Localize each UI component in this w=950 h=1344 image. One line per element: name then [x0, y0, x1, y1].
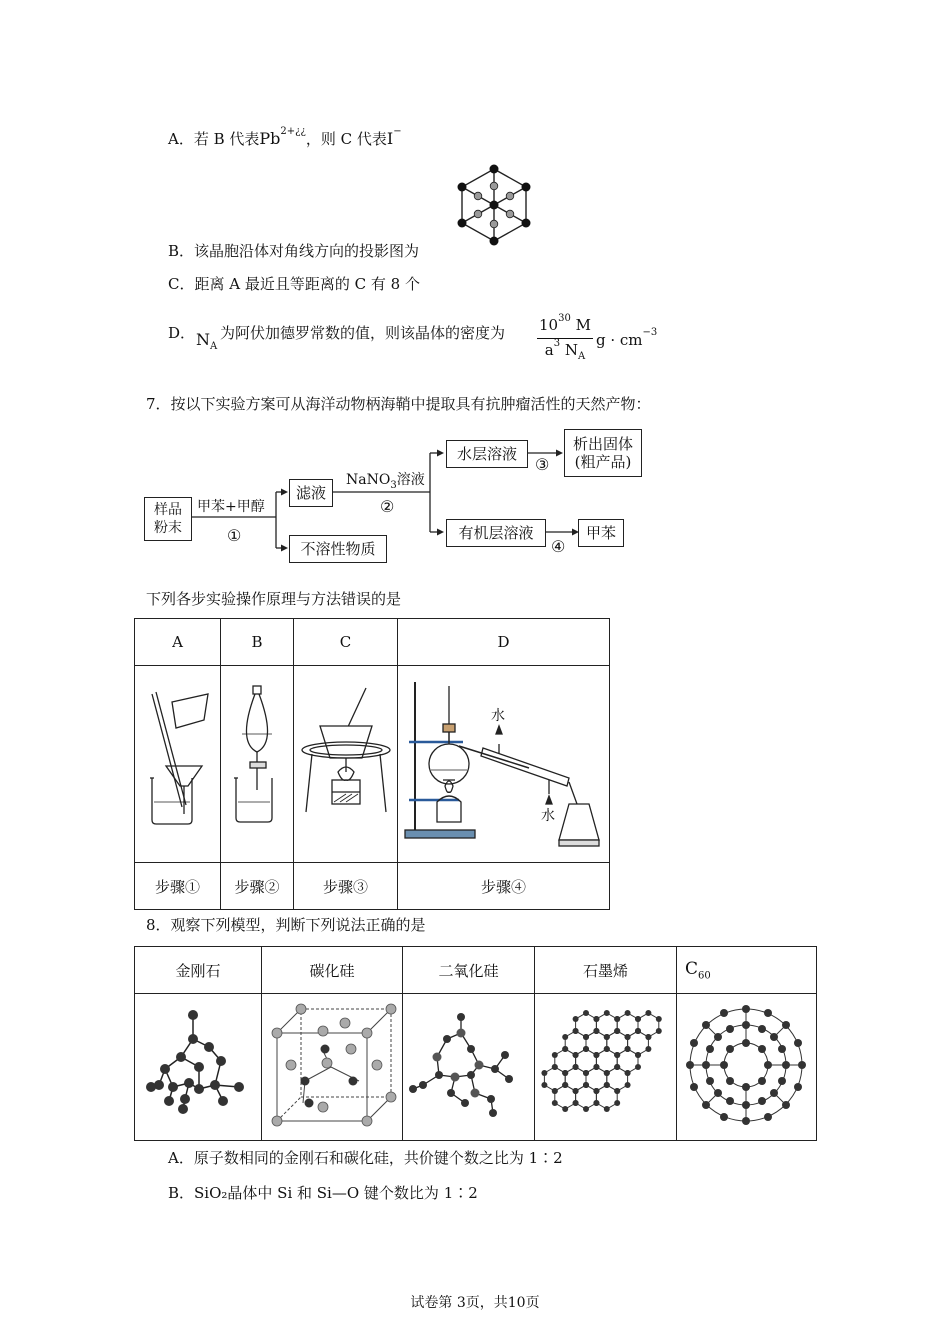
- flow-sample-box: 样品 粉末: [144, 497, 192, 541]
- q7-step-a: 步骤①: [135, 863, 221, 910]
- q8-header-sic: 碳化硅: [262, 947, 403, 994]
- q6-option-a-prefix: A．若 B 代表: [168, 130, 260, 148]
- q6-option-a: [168, 128, 402, 149]
- flow-solid-box: [564, 429, 642, 477]
- unit-exp: −3: [642, 327, 658, 338]
- flow-toluene-box: 甲苯: [578, 519, 624, 547]
- num-ten: 10: [539, 316, 559, 334]
- separatory-funnel-drawing: [222, 672, 292, 852]
- flow-aqueous-box: 水层溶液: [446, 440, 528, 468]
- q6-option-a-mid: ，则 C 代表: [305, 130, 387, 148]
- sio2-model-drawing: [409, 1005, 529, 1125]
- num-exp: 30: [558, 313, 571, 324]
- flow-step4: ④: [551, 537, 566, 556]
- q6-option-d: [168, 322, 195, 343]
- model-c60: [677, 994, 817, 1141]
- q7-step-d: 步骤④: [398, 863, 610, 910]
- q6-option-d-text: 为阿伏加德罗常数的值，则该晶体的密度为: [220, 324, 506, 342]
- q7-step-b: 步骤②: [221, 863, 294, 910]
- flow-step3: ③: [535, 455, 550, 474]
- graphene-model-drawing: [541, 1005, 671, 1125]
- flow-insoluble-box: 不溶性物质: [289, 535, 387, 563]
- iodide-charge: −: [393, 126, 402, 137]
- page-footer: 试卷第 3页，共10页: [410, 1295, 540, 1311]
- apparatus-distillation: [398, 666, 610, 863]
- q8-model-table: [134, 946, 817, 1141]
- unit-text: g · cm: [596, 331, 643, 349]
- q7-question: 下列各步实验操作原理与方法错误的是: [146, 590, 402, 608]
- sic-model-drawing: [267, 1003, 397, 1127]
- water-in-label: 水: [540, 808, 555, 824]
- den-exp: 3: [553, 338, 561, 349]
- avogadro-sub: A: [210, 341, 218, 353]
- c60-model-drawing: [682, 1003, 812, 1127]
- density-fraction: [537, 313, 593, 362]
- distillation-drawing: [399, 672, 609, 852]
- evaporation-drawing: [296, 672, 396, 852]
- q7-header-d: D: [398, 619, 610, 666]
- model-sio2: [403, 994, 535, 1141]
- avogadro-n: N: [196, 330, 210, 349]
- fraction-numerator: [537, 313, 593, 336]
- flow-organic-box: 有机层溶液: [446, 519, 546, 547]
- apparatus-separatory-funnel: [221, 666, 294, 863]
- q8-header-graphene: 石墨烯: [535, 947, 677, 994]
- avogadro-symbol: [196, 330, 217, 352]
- q7-step-c: 步骤③: [294, 863, 398, 910]
- flow-reagent2: [346, 469, 425, 491]
- den-a: a: [544, 341, 554, 359]
- flow-step1: ①: [227, 526, 242, 545]
- density-unit: [596, 327, 658, 349]
- iodide-symbol: I: [386, 129, 394, 148]
- diamond-model-drawing: [143, 1005, 253, 1125]
- projection-figure: [448, 160, 540, 252]
- q8-header-diamond: 金刚石: [135, 947, 262, 994]
- c60-c: C: [685, 958, 699, 979]
- flow-solid-line1: 析出固体: [572, 435, 633, 453]
- q8-option-b: B．SiO₂晶体中 Si 和 Si—O 键个数比为 1∶2: [168, 1184, 478, 1202]
- q7-header-a: A: [135, 619, 221, 666]
- num-m: M: [570, 316, 591, 334]
- model-graphene: [535, 994, 677, 1141]
- q7-header-b: B: [221, 619, 294, 666]
- water-out-label: 水: [490, 708, 505, 724]
- q8-header-sio2: 二氧化硅: [403, 947, 535, 994]
- q7-apparatus-table: [134, 618, 610, 910]
- den-sub: A: [578, 351, 586, 362]
- q8-option-a: A．原子数相同的金刚石和碳化硅，共价键个数之比为 1∶2: [168, 1149, 563, 1167]
- filtration-drawing: [138, 672, 218, 852]
- model-sic: [262, 994, 403, 1141]
- pb-symbol: Pb: [259, 129, 281, 148]
- q8-stem: 8．观察下列模型，判断下列说法正确的是: [146, 916, 426, 934]
- nano3-text: NaNO: [346, 472, 391, 488]
- fraction-denominator: [537, 339, 593, 362]
- q7-header-c: C: [294, 619, 398, 666]
- flow-filtrate-box: 滤液: [289, 479, 333, 507]
- flow-step2: ②: [380, 497, 395, 516]
- flow-solid-line2: (粗产品): [574, 453, 632, 471]
- nano3-sub: 3: [390, 479, 397, 491]
- apparatus-evaporation: [294, 666, 398, 863]
- garbled-glyphs: ¿¿: [295, 126, 306, 137]
- pb-charge: 2+: [280, 126, 296, 137]
- q7-stem: 7．按以下实验方案可从海洋动物柄海鞘中提取具有抗肿瘤活性的天然产物：: [146, 395, 651, 413]
- apparatus-filtration: [135, 666, 221, 863]
- q6-option-d-prefix: D．: [168, 324, 196, 342]
- c60-sub: 60: [698, 970, 711, 982]
- q8-header-c60: [677, 947, 817, 994]
- den-n: N: [560, 341, 578, 359]
- model-diamond: [135, 994, 262, 1141]
- nano3-suffix: 溶液: [396, 472, 425, 488]
- flow-reagent1: 甲苯+甲醇: [197, 499, 265, 515]
- q6-option-c: C．距离 A 最近且等距离的 C 有 8 个: [168, 275, 420, 293]
- q6-option-b: B．该晶胞沿体对角线方向的投影图为: [168, 242, 420, 260]
